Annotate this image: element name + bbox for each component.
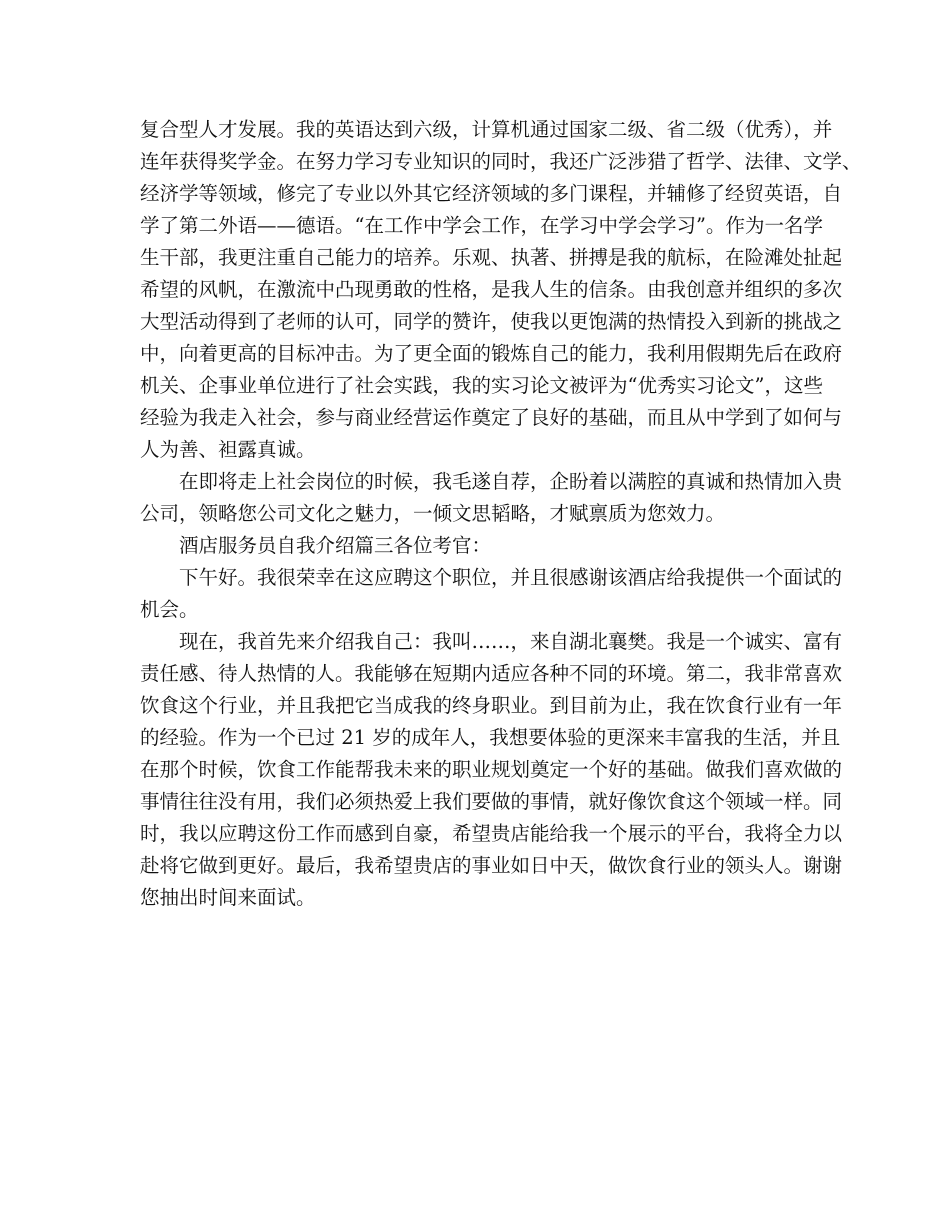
text-line: 经验为我走入社会，参与商业经营运作奠定了良好的基础，而且从中学到了如何与 xyxy=(140,406,843,429)
text-line: 赴将它做到更好。最后，我希望贵店的事业如日中天，做饮食行业的领头人。谢谢 xyxy=(140,854,843,877)
paragraph-first-line: 在即将走上社会岗位的时候，我毛遂自荐，企盼着以满腔的真诚和热情加入贵 xyxy=(179,470,843,493)
text-line: 希望的风帆，在激流中凸现勇敢的性格，是我人生的信条。由我创意并组织的多次 xyxy=(140,278,843,301)
text-line: 经济学等领域，修完了专业以外其它经济领域的多门课程，并辅修了经贸英语，自 xyxy=(140,182,843,205)
paragraph-first-line: 现在，我首先来介绍我自己：我叫……，来自湖北襄樊。我是一个诚实、富有 xyxy=(179,630,843,653)
text-line: 时，我以应聘这份工作而感到自豪，希望贵店能给我一个展示的平台，我将全力以 xyxy=(140,822,843,845)
text-line: 大型活动得到了老师的认可，同学的赞许，使我以更饱满的热情投入到新的挑战之 xyxy=(140,310,843,333)
document-body xyxy=(140,114,862,914)
text-line: 复合型人才发展。我的英语达到六级，计算机通过国家二级、省二级（优秀），并 xyxy=(140,118,833,141)
text-line: 机关、企事业单位进行了社会实践，我的实习论文被评为“优秀实习论文”，这些 xyxy=(140,374,823,397)
text-line: 中，向着更高的目标冲击。为了更全面的锻炼自己的能力，我利用假期先后在政府 xyxy=(140,342,843,365)
text-line: 的经验。作为一个已过 21 岁的成年人，我想要体验的更深来丰富我的生活，并且 xyxy=(140,726,841,749)
paragraph-first-line: 下午好。我很荣幸在这应聘这个职位，并且很感谢该酒店给我提供一个面试的 xyxy=(179,566,843,589)
text-line: 责任感、待人热情的人。我能够在短期内适应各种不同的环境。第二，我非常喜欢 xyxy=(140,662,843,685)
text-line: 饮食这个行业，并且我把它当成我的终身职业。到目前为止，我在饮食行业有一年 xyxy=(140,694,843,717)
text-line: 机会。 xyxy=(140,598,199,621)
section-heading: 酒店服务员自我介绍篇三各位考官： xyxy=(179,534,492,557)
text-line: 事情往往没有用，我们必须热爱上我们要做的事情，就好像饮食这个领域一样。同 xyxy=(140,790,843,813)
text-line: 生干部，我更注重自己能力的培养。乐观、执著、拼搏是我的航标，在险滩处扯起 xyxy=(140,246,843,269)
text-line: 人为善、袒露真诚。 xyxy=(140,438,316,461)
text-line: 连年获得奖学金。在努力学习专业知识的同时，我还广泛涉猎了哲学、法律、文学、 xyxy=(140,150,862,173)
text-line: 您抽出时间来面试。 xyxy=(140,886,316,909)
text-line: 公司，领略您公司文化之魅力，一倾文思韬略，才赋禀质为您效力。 xyxy=(140,502,726,525)
text-line: 在那个时候，饮食工作能帮我未来的职业规划奠定一个好的基础。做我们喜欢做的 xyxy=(140,758,843,781)
text-line: 学了第二外语——德语。“在工作中学会工作，在学习中学会学习”。作为一名学 xyxy=(140,214,823,237)
